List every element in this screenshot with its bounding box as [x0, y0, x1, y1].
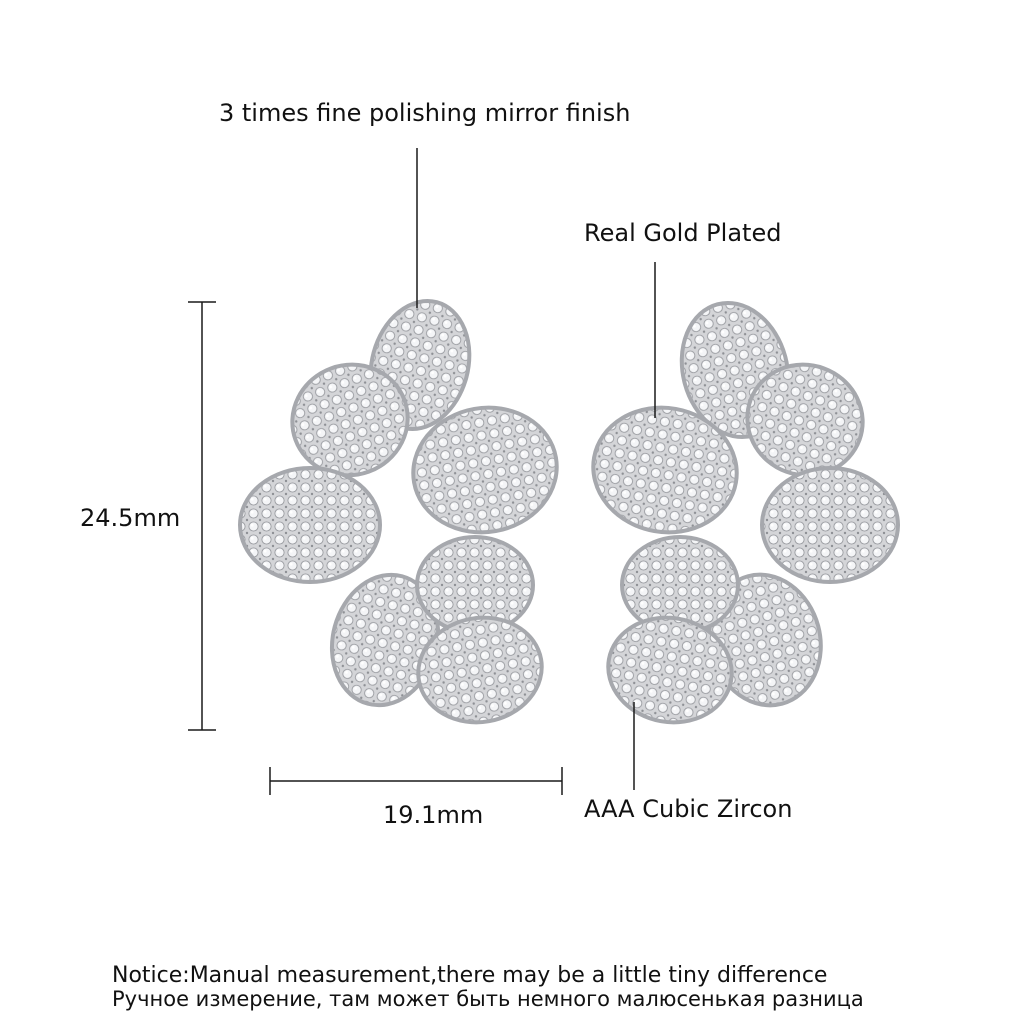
height-dimension-marker: [188, 302, 216, 730]
width-dimension-marker: [270, 767, 562, 795]
zircon-annotation: AAA Cubic Zircon: [584, 795, 793, 823]
petal: [762, 468, 898, 582]
right-earring: [583, 291, 898, 732]
notice-english: Notice:Manual measurement,there may be a little tiny difference: [112, 963, 828, 988]
gold-annotation: Real Gold Plated: [584, 219, 782, 247]
width-label: 19.1mm: [383, 801, 484, 829]
polish-annotation: 3 times fine polishing mirror finish: [219, 99, 631, 127]
petal: [240, 468, 380, 582]
height-label: 24.5mm: [80, 504, 181, 532]
notice-russian: Ручное измерение, там может быть немного малюсенькая разница: [112, 987, 864, 1011]
left-earring: [240, 290, 567, 732]
